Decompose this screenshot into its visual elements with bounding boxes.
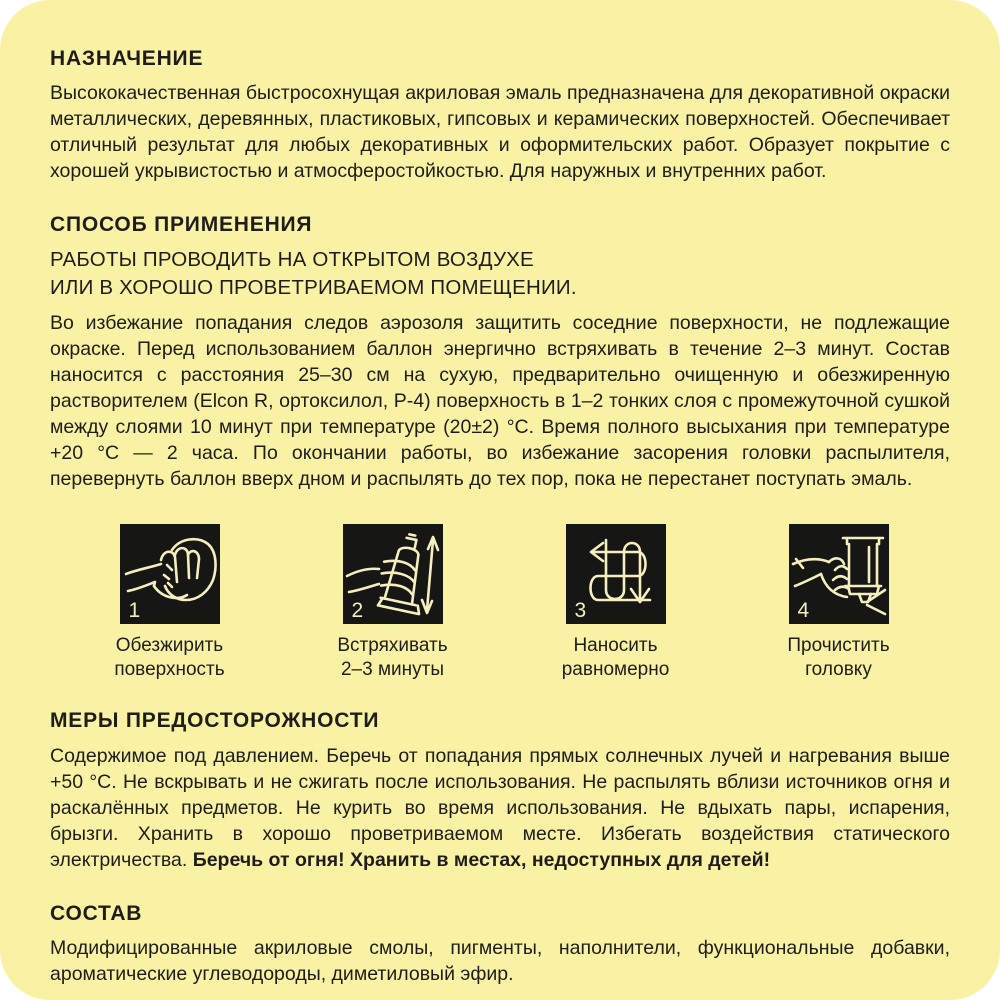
step-label: Обезжирить поверхность — [114, 635, 225, 681]
application-warning-line1: РАБОТЫ ПРОВОДИТЬ НА ОТКРЫТОМ ВОЗДУХЕ — [50, 248, 534, 272]
step-number: 1 — [128, 599, 141, 623]
precautions-heading: МЕРЫ ПРЕДОСТОРОЖНОСТИ — [50, 709, 380, 733]
step-label: Прочистить головку — [787, 635, 890, 681]
application-body: Во избежание попадания следов аэрозоля защитить соседние поверхности, не подлежащие окраске. Перед использованием баллон энергично встряхивать в течение 2–3 минут. Состав наносится с расстояния 25–30 см на сухую, предварительно очищенную и обезжиренную растворителем (Elcon R, ортоксилол, Р-4) поверхность в 1–2 тонких слоя с промежуточной сушкой между слоями 10 минут при температуре (20±2) °C. Время полного высыхания при температуре +20 °C — 2 часа. По окончании работы, во избежание засорения головки распылителя, перевернуть баллон вверх дном и распылять до тех пор, пока не перестанет поступать эмаль. — [50, 312, 950, 491]
step-clean-nozzle — [727, 524, 950, 682]
section-composition — [50, 901, 950, 987]
step-apply-evenly — [504, 524, 727, 682]
step-shake — [281, 524, 504, 682]
purpose-heading: НАЗНАЧЕНИЕ — [50, 47, 204, 70]
step-degrease — [58, 524, 281, 682]
step-label: Встряхивать 2–3 минуты — [337, 635, 448, 681]
application-heading: СПОСОБ ПРИМЕНЕНИЯ — [50, 213, 313, 237]
step-label: Наносить равномерно — [561, 635, 670, 681]
hand-wiping-surface-icon — [120, 524, 220, 624]
application-warning — [50, 246, 950, 302]
purpose-body: Высококачественная быстросохнущая акриловая эмаль предназначена для декоративной окраски металлических, деревянных, пластиковых, гипсовых и керамических поверхностей. Обеспечивает отличный результат для любых декоративных и оформительских работ. Образует покрытие с хорошей укрывистостью и атмосферостойкостью. Для наружных и внутренних работ. — [50, 82, 950, 183]
step-number: 4 — [797, 599, 810, 623]
section-purpose — [50, 46, 950, 184]
spray-pattern-icon — [566, 524, 666, 624]
step-number: 3 — [574, 599, 587, 623]
inverted-can-purge-icon — [789, 524, 889, 624]
composition-body: Модифицированные акриловые смолы, пигменты, наполнители, функциональные добавки, ароматические углеводороды, диметиловый эфир. — [50, 936, 950, 985]
usage-steps-row — [50, 524, 950, 682]
precautions-body: Содержимое под давлением. Беречь от попадания прямых солнечных лучей и нагревания выше +50 °C. Не вскрывать и не сжигать после использования. Не распылять вблизи источников огня и раскалённых предметов. Не курить во время использования. Не вдыхать пары, испарения, брызги. Хранить в хорошо проветриваемом месте. Избегать воздействия статического электричества. Беречь от огня! Хранить в местах, недоступных для детей! — [50, 744, 950, 871]
precautions-bold-warning: Беречь от огня! Хранить в местах, недоступных для детей! — [192, 848, 771, 871]
section-precautions — [50, 708, 950, 872]
hand-shaking-can-icon — [343, 524, 443, 624]
step-number: 2 — [351, 599, 364, 623]
application-warning-line2: ИЛИ В ХОРОШО ПРОВЕТРИВАЕМОМ ПОМЕЩЕНИИ. — [50, 276, 577, 300]
composition-heading: СОСТАВ — [50, 901, 143, 925]
section-application — [50, 212, 950, 492]
